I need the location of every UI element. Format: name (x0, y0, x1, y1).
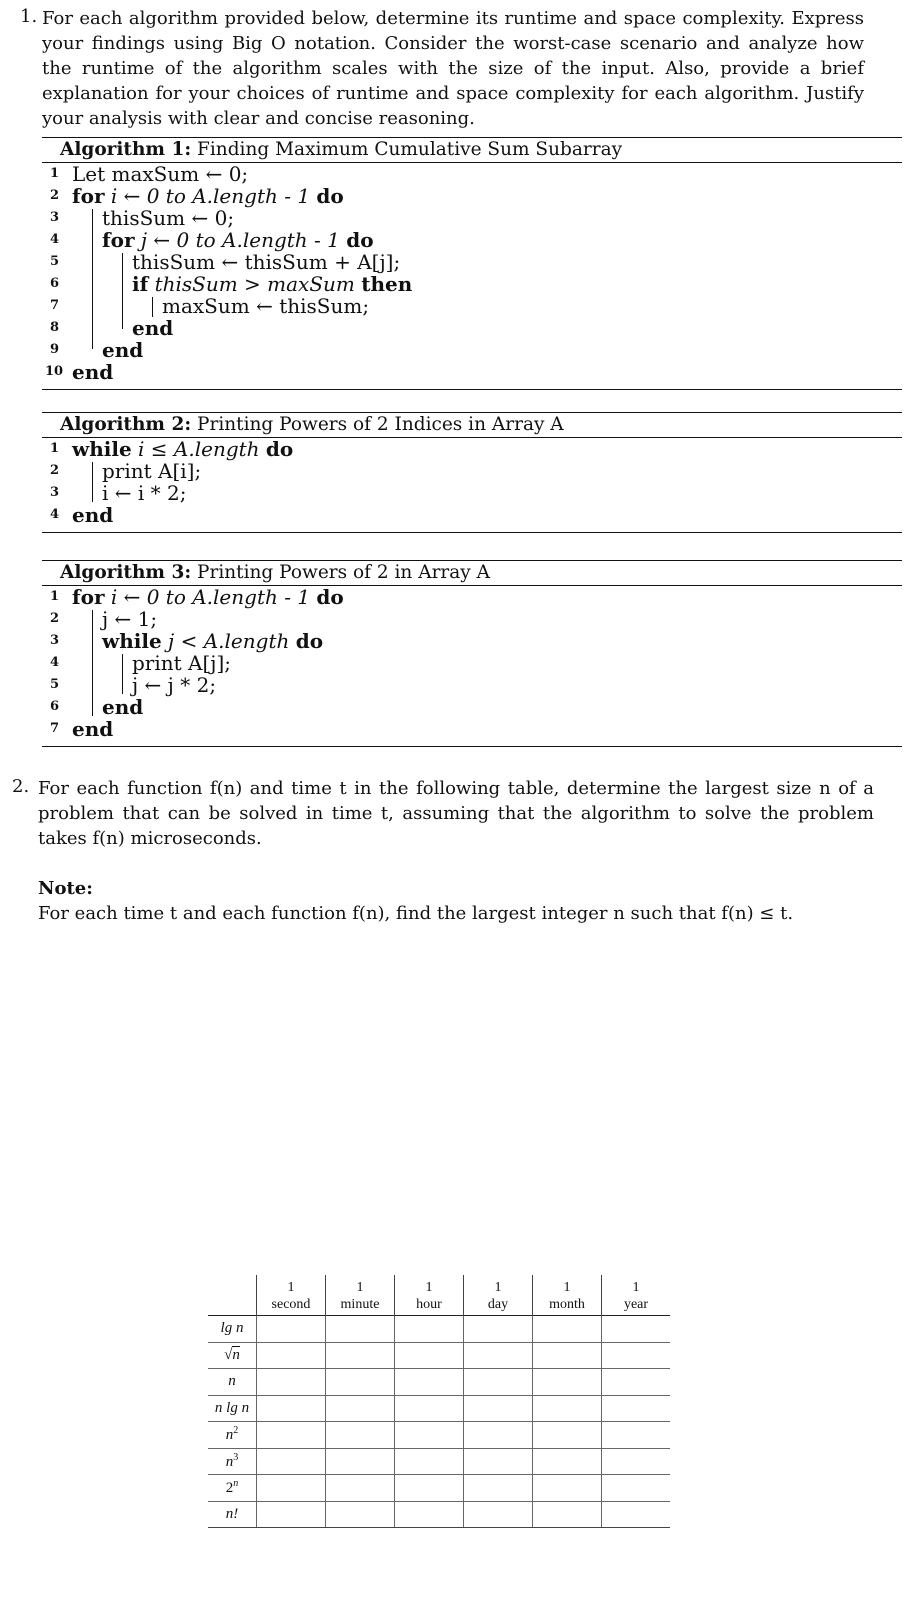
keyword: for (72, 585, 105, 609)
code-text: thisSum ← 0; (102, 206, 235, 230)
answer-cell[interactable] (464, 1475, 533, 1502)
column-number: 1 (425, 1280, 433, 1295)
table-row (208, 1316, 670, 1343)
code-text: i ← 0 to A.length - 1 (110, 184, 311, 208)
keyword: if (132, 272, 149, 296)
answer-cell[interactable] (257, 1475, 326, 1502)
code-line (42, 696, 902, 718)
code-line (42, 586, 902, 608)
base: n (225, 1453, 234, 1470)
code-line (42, 317, 902, 339)
column-number: 1 (563, 1280, 571, 1295)
algorithm-3-block (42, 560, 902, 747)
line-number: 5 (50, 677, 60, 692)
code-line (42, 608, 902, 630)
indent-guide (92, 610, 93, 716)
row-label-sqrt-n (208, 1342, 257, 1369)
code-line (42, 361, 902, 383)
answer-cell[interactable] (464, 1422, 533, 1449)
code-text: thisSum > maxSum (154, 272, 355, 296)
answer-cell[interactable] (464, 1342, 533, 1369)
keyword: for (72, 184, 105, 208)
base: 2 (225, 1480, 234, 1497)
question-1-number: 1. (20, 6, 38, 27)
code-line (42, 295, 902, 317)
keyword: do (265, 437, 294, 461)
answer-cell[interactable] (395, 1342, 464, 1369)
answer-cell[interactable] (395, 1501, 464, 1528)
note-text: For each time t and each function f(n), find the largest integer n such that f(n) ≤ t. (38, 903, 794, 924)
line-number: 4 (50, 507, 60, 522)
code-line (42, 674, 902, 696)
answer-cell[interactable] (257, 1422, 326, 1449)
answer-cell[interactable] (395, 1422, 464, 1449)
line-number: 6 (50, 699, 60, 714)
column-unit: minute (340, 1297, 380, 1312)
note-title: Note: (38, 878, 93, 899)
answer-cell[interactable] (257, 1448, 326, 1475)
code-text: j ← 1; (102, 607, 158, 631)
code-text: i ≤ A.length (138, 437, 260, 461)
line-number: 6 (50, 276, 60, 291)
indent-guide (152, 297, 153, 317)
keyword: for (102, 228, 135, 252)
algorithm-2-label: Algorithm 2: (60, 414, 192, 435)
answer-cell[interactable] (464, 1448, 533, 1475)
answer-cell[interactable] (602, 1475, 671, 1502)
answer-cell[interactable] (395, 1316, 464, 1343)
column-header-hour (395, 1275, 464, 1316)
indent-guide (92, 209, 93, 349)
exponent: 3 (233, 1451, 239, 1463)
keyword: then (361, 272, 413, 296)
line-number: 2 (50, 463, 60, 478)
answer-cell[interactable] (326, 1342, 395, 1369)
code-line (42, 504, 902, 526)
column-number: 1 (494, 1280, 502, 1295)
line-number: 9 (50, 342, 60, 357)
column-unit: month (549, 1297, 585, 1312)
column-header-year (602, 1275, 671, 1316)
table-header-row (208, 1275, 670, 1316)
keyword: end (102, 338, 144, 362)
line-number: 3 (50, 210, 60, 225)
question-1-text: For each algorithm provided below, determine its runtime and space complexity. Express your findings using Big O notation. Consider the worst-case scenario and analyze how the runtime of the algorithm scales with the size of the input. Also, provide a brief explanation for your choices of runtime and space complexity for each algorithm. Justify your analysis with clear and concise reasoning. (42, 8, 864, 129)
answer-cell[interactable] (257, 1342, 326, 1369)
row-label-n-factorial: n! (208, 1501, 257, 1528)
answer-cell[interactable] (533, 1475, 602, 1502)
keyword: do (316, 184, 344, 208)
line-number: 4 (50, 655, 60, 670)
question-2-text: For each function f(n) and time t in the following table, determine the largest size n of a problem that can be solved in time t, assuming that the algorithm to solve the problem takes f(n) microseconds. (38, 778, 874, 849)
column-header-minute (326, 1275, 395, 1316)
line-number: 7 (50, 298, 60, 313)
answer-cell[interactable] (602, 1501, 671, 1528)
keyword: while (72, 437, 132, 461)
algorithm-1-block (42, 137, 902, 390)
code-text: print A[i]; (102, 459, 202, 483)
algorithm-1-label: Algorithm 1: (60, 139, 192, 160)
code-line (42, 229, 902, 251)
code-text: j < A.length (168, 629, 290, 653)
code-line (42, 273, 902, 295)
line-number: 3 (50, 485, 60, 500)
answer-cell[interactable] (533, 1422, 602, 1449)
code-line (42, 185, 902, 207)
answer-cell[interactable] (602, 1369, 671, 1396)
algorithm-2-title: Printing Powers of 2 Indices in Array A (197, 414, 564, 435)
answer-cell[interactable] (602, 1395, 671, 1422)
line-number: 5 (50, 254, 60, 269)
column-number: 1 (632, 1280, 640, 1295)
answer-cell[interactable] (533, 1369, 602, 1396)
code-line (42, 163, 902, 185)
answer-cell[interactable] (602, 1448, 671, 1475)
code-line (42, 630, 902, 652)
answer-cell[interactable] (395, 1475, 464, 1502)
code-text: j ← j * 2; (132, 673, 217, 697)
code-text: thisSum ← thisSum + A[j]; (132, 250, 401, 274)
answer-cell[interactable] (326, 1316, 395, 1343)
algorithm-3-caption (42, 561, 902, 585)
code-line (42, 339, 902, 361)
line-number: 2 (50, 611, 60, 626)
column-header-month (533, 1275, 602, 1316)
line-number: 4 (50, 232, 60, 247)
keyword: end (102, 695, 144, 719)
code-text: j ← 0 to A.length - 1 (140, 228, 340, 252)
code-line (42, 718, 902, 740)
column-unit: second (271, 1297, 311, 1312)
code-line (42, 652, 902, 674)
keyword: do (346, 228, 374, 252)
answer-cell[interactable] (533, 1342, 602, 1369)
exponent: 2 (233, 1425, 239, 1437)
line-number: 10 (45, 364, 64, 379)
indent-guide (122, 654, 123, 694)
indent-guide (122, 253, 123, 329)
line-number: 3 (50, 633, 60, 648)
answer-cell[interactable] (395, 1369, 464, 1396)
answer-cell[interactable] (533, 1501, 602, 1528)
code-text: print A[j]; (132, 651, 232, 675)
keyword: do (295, 629, 324, 653)
answer-cell[interactable] (326, 1448, 395, 1475)
answer-cell[interactable] (326, 1422, 395, 1449)
answer-cell[interactable] (464, 1316, 533, 1343)
table-corner (208, 1275, 257, 1316)
algorithm-3-title: Printing Powers of 2 in Array A (197, 562, 490, 583)
algorithm-3-label: Algorithm 3: (60, 562, 192, 583)
table-row (208, 1475, 670, 1502)
answer-cell[interactable] (326, 1395, 395, 1422)
code-text: maxSum ← thisSum; (162, 294, 370, 318)
answer-cell[interactable] (464, 1501, 533, 1528)
answer-cell[interactable] (602, 1316, 671, 1343)
row-label-lgn: lg n (208, 1316, 257, 1343)
answer-cell[interactable] (395, 1448, 464, 1475)
column-unit: hour (416, 1297, 442, 1312)
sqrt-argument: n (232, 1346, 240, 1363)
column-header-second (257, 1275, 326, 1316)
answer-cell[interactable] (326, 1369, 395, 1396)
column-header-day (464, 1275, 533, 1316)
code-text: i ← i * 2; (102, 481, 187, 505)
column-number: 1 (287, 1280, 295, 1295)
row-label-n-squared (208, 1422, 257, 1449)
answer-cell[interactable] (326, 1475, 395, 1502)
column-number: 1 (356, 1280, 364, 1295)
answer-cell[interactable] (326, 1501, 395, 1528)
base: n (225, 1427, 234, 1444)
exponent: n (233, 1478, 239, 1490)
keyword: end (72, 717, 114, 741)
row-label-n: n (208, 1369, 257, 1396)
line-number: 1 (50, 441, 60, 456)
table-row (208, 1369, 670, 1396)
algorithm-1-title: Finding Maximum Cumulative Sum Subarray (197, 139, 623, 160)
table-row (208, 1342, 670, 1369)
table-row (208, 1448, 670, 1475)
answer-cell[interactable] (257, 1369, 326, 1396)
question-2-number: 2. (12, 776, 30, 797)
row-label-2-to-n (208, 1475, 257, 1502)
keyword: end (72, 503, 114, 527)
row-label-n-cubed (208, 1448, 257, 1475)
algorithm-2-block (42, 412, 902, 533)
answer-cell[interactable] (533, 1448, 602, 1475)
column-unit: year (623, 1297, 649, 1312)
algorithm-1-caption (42, 138, 902, 162)
answer-cell[interactable] (395, 1395, 464, 1422)
answer-cell[interactable] (257, 1395, 326, 1422)
keyword: end (72, 360, 114, 384)
table-row (208, 1501, 670, 1528)
answer-cell[interactable] (602, 1422, 671, 1449)
time-complexity-table (208, 1275, 670, 1528)
code-line (42, 207, 902, 229)
keyword: while (102, 629, 162, 653)
code-text: i ← 0 to A.length - 1 (110, 585, 311, 609)
answer-cell[interactable] (464, 1369, 533, 1396)
code-line (42, 251, 902, 273)
line-number: 1 (50, 166, 60, 181)
algorithm-2-caption (42, 413, 902, 437)
table-row (208, 1422, 670, 1449)
line-number: 1 (50, 589, 60, 604)
code-line (42, 482, 902, 504)
answer-cell[interactable] (533, 1316, 602, 1343)
keyword: do (316, 585, 344, 609)
answer-cell[interactable] (533, 1395, 602, 1422)
answer-cell[interactable] (257, 1316, 326, 1343)
code-text: Let maxSum ← 0; (72, 162, 249, 186)
line-number: 8 (50, 320, 60, 335)
column-unit: day (487, 1297, 509, 1312)
table-row (208, 1395, 670, 1422)
sqrt-symbol: √ (224, 1346, 233, 1363)
code-line (42, 438, 902, 460)
answer-cell[interactable] (602, 1342, 671, 1369)
keyword: end (132, 316, 174, 340)
line-number: 2 (50, 188, 60, 203)
answer-cell[interactable] (257, 1501, 326, 1528)
code-line (42, 460, 902, 482)
row-label-nlgn: n lg n (208, 1395, 257, 1422)
line-number: 7 (50, 721, 60, 736)
answer-cell[interactable] (464, 1395, 533, 1422)
indent-guide (92, 462, 93, 502)
